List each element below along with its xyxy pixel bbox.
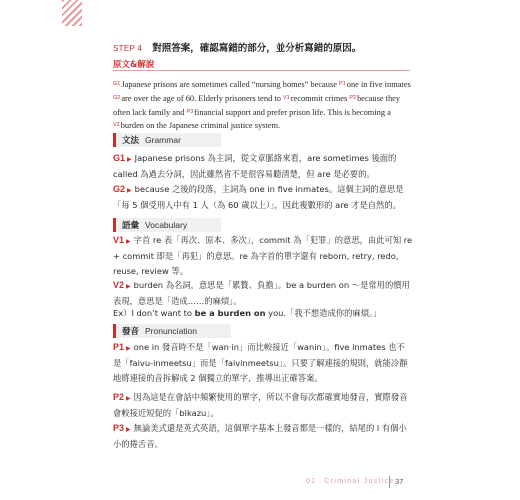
pronunciation-title-en: Pronunciation xyxy=(145,326,197,336)
step-instruction: 對照答案，確認寫錯的部分，並分析寫錯的原因。 xyxy=(152,43,362,54)
vocabulary-note-v1 xyxy=(113,233,413,278)
translation-label: 原文&解說 xyxy=(113,60,155,70)
vocabulary-title-en: Vocabulary xyxy=(145,220,188,230)
footer-divider xyxy=(389,476,390,488)
vocabulary-example xyxy=(113,306,413,320)
passage-segment: are sometimes called “nursing homes” because xyxy=(179,80,340,89)
passage-segment: one in five inmates xyxy=(346,80,411,89)
pronunciation-header xyxy=(113,324,231,338)
note-text: 無論美式還是英式英語，這個單字基本上發音都是一樣的，結尾的 l 有個小小的捲舌音。 xyxy=(113,423,407,450)
header-accent xyxy=(113,133,116,147)
note-label: G2 xyxy=(113,184,126,194)
passage-segment: financial support and prefer prison life. This is becoming a xyxy=(194,107,391,117)
note-label: V1 xyxy=(113,235,125,245)
header-accent xyxy=(113,324,116,338)
note-label: V2 xyxy=(113,280,125,290)
passage-segment: Japanese prisons xyxy=(121,80,180,89)
grammar-title-zh: 文法 xyxy=(122,136,140,146)
grammar-header xyxy=(113,133,221,147)
example-bold: be a burden on xyxy=(194,308,266,318)
pronunciation-note-p3 xyxy=(113,421,413,452)
triangle-icon: ▶ xyxy=(127,187,132,194)
header-accent xyxy=(113,218,116,232)
triangle-icon: ▶ xyxy=(126,426,131,433)
marker: G1 xyxy=(113,81,121,87)
section-divider xyxy=(113,70,410,71)
pronunciation-title-zh: 發音 xyxy=(122,327,140,337)
chapter-number: 02 xyxy=(306,478,317,485)
page-number: 37 xyxy=(395,477,404,486)
passage-segment: are over the age of 60. Elderly prisoners tend to xyxy=(121,93,283,103)
note-label: P1 xyxy=(113,342,125,352)
triangle-icon: ▶ xyxy=(127,156,132,163)
marker: V2 xyxy=(113,122,120,129)
grammar-note-g1 xyxy=(113,151,413,182)
pronunciation-note-p1 xyxy=(113,340,413,385)
passage-segment: because they often lack family and xyxy=(113,93,401,117)
triangle-icon: ▶ xyxy=(126,283,131,290)
example-rest: you.「我不想造成你的麻煩。」 xyxy=(265,308,382,318)
marker: G2 xyxy=(113,94,121,101)
passage xyxy=(113,78,413,133)
triangle-icon: ▶ xyxy=(126,238,131,245)
passage-segment: recommit crimes xyxy=(290,93,350,103)
passage-segment: burden on the Japanese criminal justice system. xyxy=(120,121,281,131)
triangle-icon: ▶ xyxy=(126,395,131,402)
step-tag: STEP 4 xyxy=(113,44,143,53)
vocabulary-note-v2 xyxy=(113,278,413,309)
note-text: 因為這是在會話中頻繁使用的單字，所以不會每次都確實地發音，實際發音會較接近短促的「bikazu」。 xyxy=(113,392,408,419)
marker: V1 xyxy=(282,94,290,101)
note-label: P3 xyxy=(113,423,125,433)
decorative-stripes xyxy=(62,0,82,26)
note-text: because 之後的段落，主詞為 one in five inmates。這個主詞的意思是「每 5 個受刑人中有 1 人（為 60 歲以上）」，因此複數形的 are 才是自然的。 xyxy=(113,184,404,211)
marker: P1 xyxy=(339,81,346,87)
note-text: 字首 re 表「再次、原本、多次」，commit 為「犯罪」的意思，由此可知 re + commit 即是「再犯」的意思。re 為字首的單字還有 reborn, retry, redo, reuse, review 等。 xyxy=(113,235,413,276)
note-label: G1 xyxy=(113,153,126,163)
marker: P3 xyxy=(186,108,194,115)
example-prefix: Ex）I don’t want to xyxy=(113,308,195,318)
vocabulary-title-zh: 語彙 xyxy=(122,221,140,231)
triangle-icon: ▶ xyxy=(126,345,131,352)
note-text: burden 為名詞，意思是「累贅、負擔」。be a burden on ～是常用的慣用表現，意思是「造成……的麻煩」。 xyxy=(113,280,410,307)
note-text: one in 發音時不是「wan·in」而比較接近「wanin」。five inmates 也不是「faivu-inmeetsu」而是「faivinmeetsu」。只要了解連接的規則，就能冷靜地將連接的音拆解成 2 個獨立的單字，推導出正確答案。 xyxy=(113,342,408,383)
note-label: P2 xyxy=(113,392,125,402)
grammar-note-g2 xyxy=(113,182,413,213)
chapter-title: Criminal Justice xyxy=(324,478,395,485)
grammar-title-en: Grammar xyxy=(145,135,181,145)
marker: P2 xyxy=(349,94,357,101)
chapter-footer xyxy=(306,478,395,485)
vocabulary-header xyxy=(113,218,221,232)
pronunciation-note-p2 xyxy=(113,390,413,421)
step-heading xyxy=(113,40,361,54)
note-text: Japanese prisons 為主詞，從文章脈絡來看，are sometimes 後面的 called 為過去分詞，因此雖然省不是很容易聽清楚，但 are 是必要的。 xyxy=(113,153,397,180)
